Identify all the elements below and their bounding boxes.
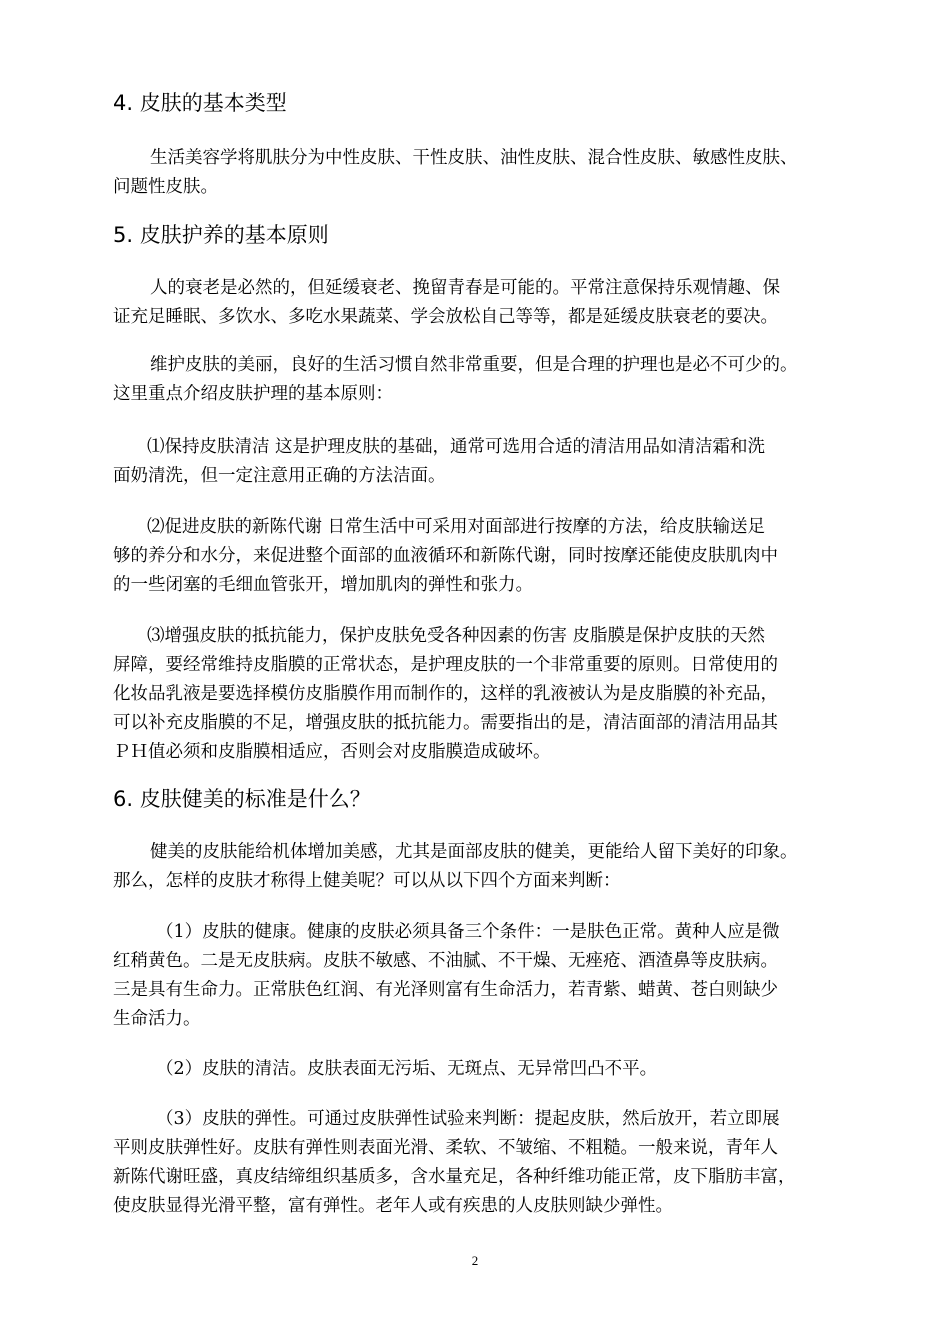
paragraph-line: 屏障，要经常维持皮脂膜的正常状态，是护理皮肤的一个非常重要的原则。日常使用的 — [113, 655, 778, 675]
paragraph-line: 那么，怎样的皮肤才称得上健美呢？可以从以下四个方面来判断： — [113, 871, 621, 891]
paragraph-line: 问题性皮肤。 — [113, 177, 218, 197]
paragraph-line: ＰＨ值必须和皮脂膜相适应，否则会对皮脂膜造成破坏。 — [113, 742, 551, 762]
paragraph-line: 平则皮肤弹性好。皮肤有弹性则表面光滑、柔软、不皱缩、不粗糙。一般来说，青年人 — [113, 1138, 778, 1158]
paragraph-line: 新陈代谢旺盛，真皮结缔组织基质多，含水量充足，各种纤维功能正常，皮下脂肪丰富， — [113, 1167, 796, 1187]
paragraph-line: （2）皮肤的清洁。皮肤表面无污垢、无斑点、无异常凹凸不平。 — [156, 1059, 658, 1079]
paragraph-line: 证充足睡眠、多饮水、多吃水果蔬菜、学会放松自己等等，都是延缓皮肤衰老的要决。 — [113, 307, 778, 327]
paragraph-line: ⑵促进皮肤的新陈代谢 日常生活中可采用对面部进行按摩的方法，给皮肤输送足 — [147, 517, 766, 537]
paragraph-line: 的一些闭塞的毛细血管张开，增加肌肉的弹性和张力。 — [113, 575, 533, 595]
paragraph-line: 红稍黄色。二是无皮肤病。皮肤不敏感、不油腻、不干燥、无痤疮、酒渣鼻等皮肤病。 — [113, 951, 778, 971]
paragraph-line: 化妆品乳液是要选择模仿皮脂膜作用而制作的，这样的乳液被认为是皮脂膜的补充品， — [113, 684, 778, 704]
paragraph-line: 这里重点介绍皮肤护理的基本原则： — [113, 384, 393, 404]
paragraph-line: （3）皮肤的弹性。可通过皮肤弹性试验来判断：提起皮肤，然后放开，若立即展 — [156, 1109, 780, 1129]
paragraph-line: 生命活力。 — [113, 1009, 201, 1029]
paragraph-line: 生活美容学将肌肤分为中性皮肤、干性皮肤、油性皮肤、混合性皮肤、敏感性皮肤、 — [150, 148, 798, 168]
paragraph-line: 可以补充皮脂膜的不足，增强皮肤的抵抗能力。需要指出的是，清洁面部的清洁用品其 — [113, 713, 778, 733]
section-heading: 5. 皮肤护养的基本原则 — [113, 223, 329, 247]
paragraph-line: ⑴保持皮肤清洁 这是护理皮肤的基础，通常可选用合适的清洁用品如清洁霜和洗 — [147, 437, 766, 457]
paragraph-line: 三是具有生命力。正常肤色红润、有光泽则富有生命活力，若青紫、蜡黄、苍白则缺少 — [113, 980, 778, 1000]
paragraph-line: 够的养分和水分，来促进整个面部的血液循环和新陈代谢，同时按摩还能使皮肤肌肉中 — [113, 546, 778, 566]
paragraph-line: 使皮肤显得光滑平整，富有弹性。老年人或有疾患的人皮肤则缺少弹性。 — [113, 1196, 673, 1216]
paragraph-line: 面奶清洗，但一定注意用正确的方法洁面。 — [113, 466, 446, 486]
paragraph-line: 维护皮肤的美丽，良好的生活习惯自然非常重要，但是合理的护理也是必不可少的。 — [150, 355, 798, 375]
page-number: 2 — [471, 1253, 479, 1268]
paragraph-line: 健美的皮肤能给机体增加美感，尤其是面部皮肤的健美，更能给人留下美好的印象。 — [150, 842, 798, 862]
paragraph-line: （1）皮肤的健康。健康的皮肤必须具备三个条件：一是肤色正常。黄种人应是微 — [156, 922, 780, 942]
paragraph-line: 人的衰老是必然的，但延缓衰老、挽留青春是可能的。平常注意保持乐观情趣、保 — [150, 278, 780, 298]
paragraph-line: ⑶增强皮肤的抵抗能力，保护皮肤免受各种因素的伤害 皮脂膜是保护皮肤的天然 — [147, 626, 766, 646]
section-heading: 6. 皮肤健美的标准是什么？ — [113, 787, 371, 811]
section-heading: 4. 皮肤的基本类型 — [113, 91, 287, 115]
